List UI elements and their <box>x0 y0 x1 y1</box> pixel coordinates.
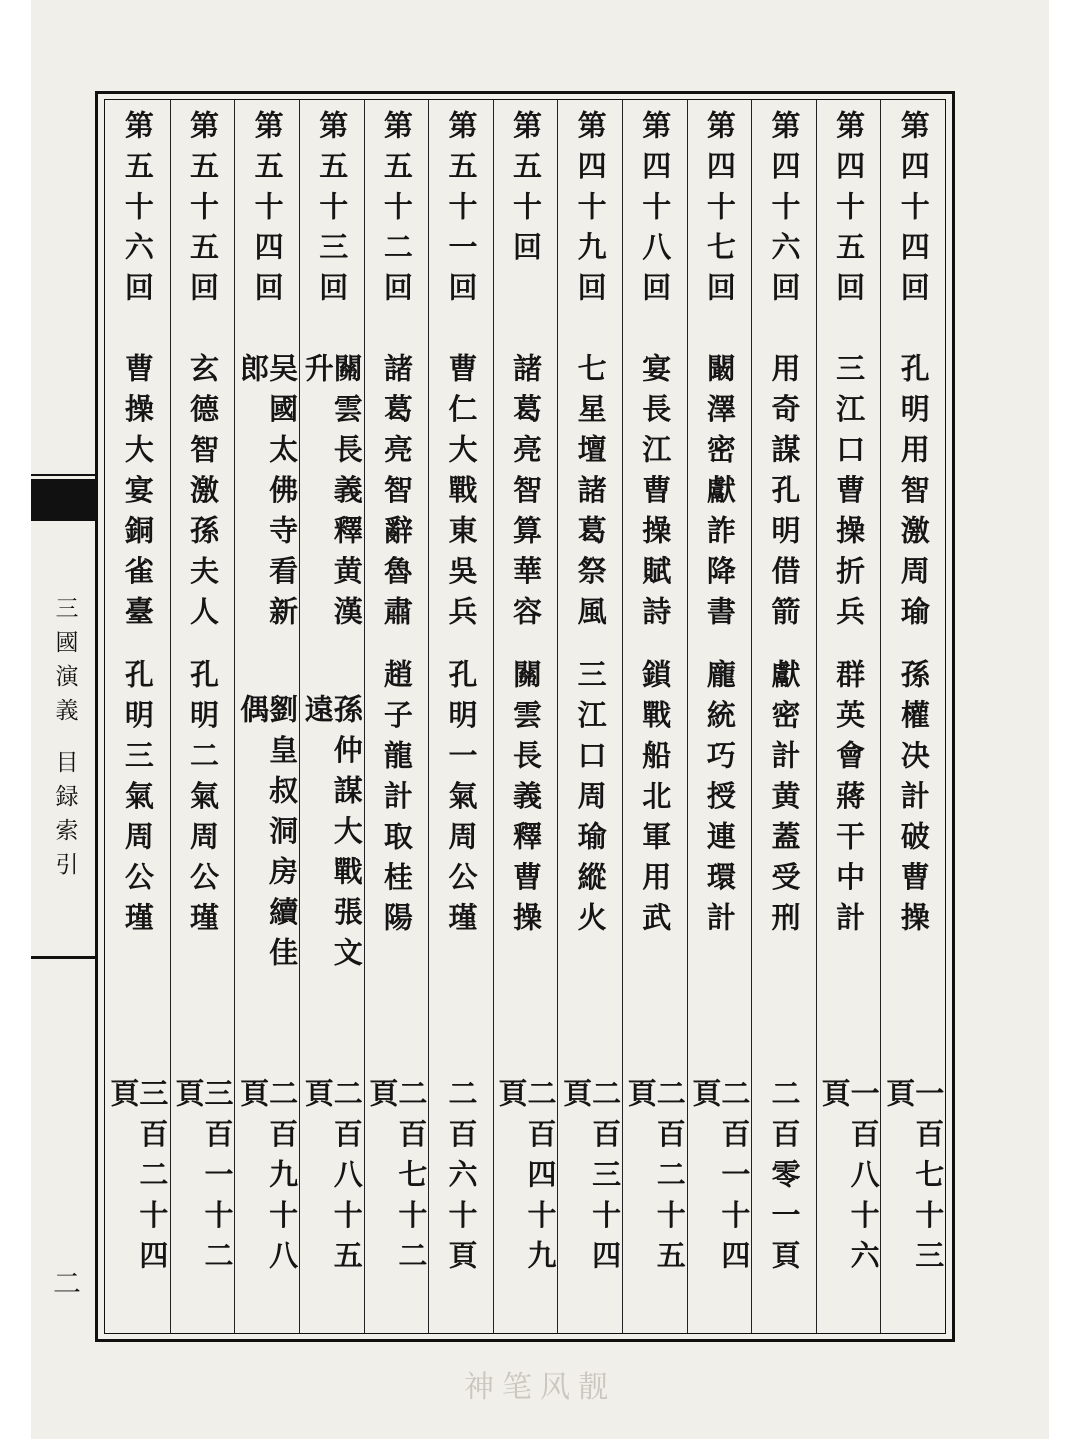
toc-entry[interactable] <box>299 100 364 1333</box>
chapter-title-line-2: 孔明三氣周公瑾 <box>120 658 155 942</box>
side-label-book-char: 國 <box>55 630 79 656</box>
chapter-number: 第五十回 <box>509 110 544 272</box>
chapter-number: 第五十一回 <box>444 110 479 313</box>
side-tab-block <box>31 479 97 521</box>
chapter-title-line-1: 吴國太佛寺看新郎 <box>236 353 300 637</box>
chapter-title <box>235 353 299 1013</box>
chapter-title-line-1: 曹仁大戰東吳兵 <box>444 353 479 637</box>
chapter-number: 第四十九回 <box>573 110 608 313</box>
side-label-section-char: 引 <box>55 852 79 878</box>
page-number: 二 <box>52 1267 81 1300</box>
side-label-book-char: 演 <box>55 664 79 690</box>
page-reference: 二百零一頁 <box>767 1078 802 1281</box>
chapter-title-line-2: 孔明一氣周公瑾 <box>444 658 479 942</box>
page-reference: 二百一十四頁 <box>688 1078 752 1281</box>
chapter-title <box>429 353 493 1013</box>
chapter-title-line-1: 曹操大宴銅雀臺 <box>120 353 155 637</box>
page-reference: 二百四十九頁 <box>494 1078 558 1281</box>
chapter-title <box>881 353 945 1013</box>
chapter-title-line-1: 七星壇諸葛祭風 <box>573 353 608 637</box>
chapter-title-line-2: 群英會蔣干中計 <box>832 658 867 942</box>
toc-entry[interactable] <box>880 100 945 1333</box>
chapter-title-line-1: 諸葛亮智辭魯肅 <box>379 353 414 637</box>
chapter-title-line-2: 孫權决計破曹操 <box>896 658 931 942</box>
chapter-title <box>558 353 622 1013</box>
page-reference: 一百七十三頁 <box>882 1078 946 1281</box>
chapter-title-line-1: 闞澤密獻詐降書 <box>702 353 737 637</box>
chapter-title-line-1: 諸葛亮智算華容 <box>509 353 544 637</box>
chapter-title <box>365 353 429 1013</box>
toc-entry[interactable] <box>687 100 752 1333</box>
toc-entry[interactable] <box>428 100 493 1333</box>
chapter-title <box>817 353 881 1013</box>
page-reference: 二百九十八頁 <box>236 1078 300 1281</box>
chapter-title-line-2: 趙子龍計取桂陽 <box>379 658 414 942</box>
side-tab-rule-bottom <box>31 956 97 959</box>
chapter-number: 第五十四回 <box>250 110 285 313</box>
chapter-title-line-1: 宴長江曹操賦詩 <box>638 353 673 637</box>
chapter-title <box>688 353 752 1013</box>
chapter-title <box>752 353 816 1013</box>
chapter-title-line-2: 獻密計黄蓋受刑 <box>767 658 802 942</box>
chapter-title <box>623 353 687 1013</box>
chapter-title-line-2: 孔明二氣周公瑾 <box>186 658 220 942</box>
side-tab-rule-top <box>31 474 97 476</box>
chapter-title-line-1: 玄德智激孫夫人 <box>186 353 220 637</box>
toc-entry[interactable] <box>816 100 881 1333</box>
chapter-title-line-2: 劉皇叔洞房續佳偶 <box>236 694 300 978</box>
toc-entry[interactable] <box>234 100 299 1333</box>
chapter-title-line-2: 孫仲謀大戰張文遠 <box>300 694 364 978</box>
toc-entry[interactable] <box>364 100 429 1333</box>
page-reference: 一百八十六頁 <box>817 1078 881 1281</box>
toc-entry[interactable] <box>170 100 235 1333</box>
chapter-number: 第四十四回 <box>896 110 931 313</box>
side-label-section-char: 索 <box>55 818 79 844</box>
chapter-number: 第四十五回 <box>832 110 867 313</box>
chapter-number: 第五十六回 <box>120 110 155 313</box>
side-label <box>50 592 84 882</box>
toc-entry[interactable] <box>105 100 170 1333</box>
page-reference: 三百一十二頁 <box>171 1078 235 1281</box>
side-label-book-char: 三 <box>55 596 79 622</box>
toc-entry[interactable] <box>493 100 558 1333</box>
chapter-title-line-1: 用奇謀孔明借箭 <box>767 353 802 637</box>
toc-entry[interactable] <box>622 100 687 1333</box>
toc-entry[interactable] <box>751 100 816 1333</box>
chapter-title <box>171 353 235 1013</box>
page-reference: 二百二十五頁 <box>623 1078 687 1281</box>
chapter-number: 第五十三回 <box>315 110 350 313</box>
page-reference: 二百七十二頁 <box>365 1078 429 1281</box>
chapter-number: 第四十八回 <box>638 110 673 313</box>
chapter-title-line-2: 龐統巧授連環計 <box>702 658 737 942</box>
chapter-title <box>105 353 170 1013</box>
side-label-book-char: 義 <box>55 698 79 724</box>
chapter-title <box>494 353 558 1013</box>
chapter-title-line-1: 三江口曹操折兵 <box>832 353 867 637</box>
chapter-number: 第五十五回 <box>186 110 220 313</box>
side-label-section-char: 録 <box>55 784 79 810</box>
chapter-title-line-1: 孔明用智激周瑜 <box>896 353 931 637</box>
side-label-section-char: 目 <box>55 750 79 776</box>
chapter-title-line-2: 鎖戰船北軍用武 <box>638 658 673 942</box>
page-reference: 二百三十四頁 <box>559 1078 623 1281</box>
chapter-title <box>300 353 364 1013</box>
page-reference: 二百八十五頁 <box>300 1078 364 1281</box>
page-reference: 二百六十頁 <box>444 1078 479 1281</box>
watermark: 神笔风靓 <box>464 1370 616 1405</box>
page-reference: 三百二十四頁 <box>106 1078 170 1281</box>
chapter-title-line-2: 三江口周瑜縱火 <box>573 658 608 942</box>
toc-entry[interactable] <box>557 100 622 1333</box>
chapter-title-line-1: 關雲長義釋黄漢升 <box>300 353 364 637</box>
chapter-number: 第四十六回 <box>767 110 802 313</box>
chapter-number: 第四十七回 <box>702 110 737 313</box>
toc-table <box>104 99 946 1334</box>
chapter-title-line-2: 關雲長義釋曹操 <box>509 658 544 942</box>
chapter-number: 第五十二回 <box>379 110 414 313</box>
